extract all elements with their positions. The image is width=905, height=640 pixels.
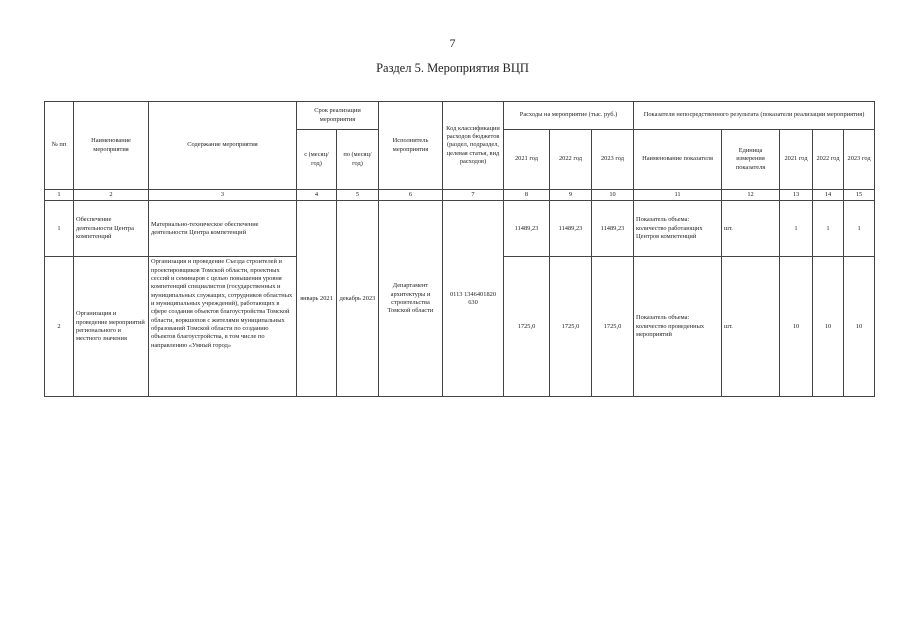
column-number: 8 xyxy=(504,190,550,201)
column-number: 1 xyxy=(45,190,74,201)
header-name: Наименование мероприятия xyxy=(74,102,149,190)
activities-table xyxy=(44,101,875,397)
header-period-to: по (месяц/ год) xyxy=(337,130,379,190)
header-ind-2023: 2023 год xyxy=(844,130,875,190)
column-number: 13 xyxy=(780,190,813,201)
section-title: Раздел 5. Мероприятия ВЦП xyxy=(376,61,529,75)
header-exp-2021: 2021 год xyxy=(504,130,550,190)
column-number: 6 xyxy=(379,190,443,201)
header-ind-2022: 2022 год xyxy=(813,130,844,190)
header-exp-2022: 2022 год xyxy=(550,130,592,190)
column-number: 4 xyxy=(297,190,337,201)
header-expenses: Расходы на мероприятие (тыс. руб.) xyxy=(504,102,634,130)
indicator-2023: 1 xyxy=(844,201,875,257)
indicator-name: Показатель объема: количество проведенных мероприятий xyxy=(634,257,722,397)
expense-2021: 1725,0 xyxy=(504,257,550,397)
indicator-name: Показатель объема: количество работающих Центров компетенций xyxy=(634,201,722,257)
row-num: 1 xyxy=(45,201,74,257)
header-content: Содержание мероприятия xyxy=(149,102,297,190)
row-name: Организация и проведение мероприятий регионального и местного значения xyxy=(74,257,149,397)
expense-2022: 11489,23 xyxy=(550,201,592,257)
row-content: Организация и проведение Съезда строителей и проектировщиков Томской области, проектных сессий и семинаров с целью повышения уровня компетенций специалистов (государственных и муниципальных служащих, сотрудников областных и муниципальных учреждений), работающих в сфере создания объектов благоустройства Томской области, воркшопов с жителями муниципальных образований Томской области по созданию объектов благоустройства, в том числе по направлению «Умный город» xyxy=(149,257,297,397)
column-number: 3 xyxy=(149,190,297,201)
header-period: Срок реализации мероприятия xyxy=(297,102,379,130)
indicator-unit: шт. xyxy=(722,257,780,397)
column-number: 12 xyxy=(722,190,780,201)
column-number: 7 xyxy=(443,190,504,201)
column-number: 10 xyxy=(592,190,634,201)
header-unit: Единица измерения показателя xyxy=(722,130,780,190)
header-indicator-name: Наименование показателя xyxy=(634,130,722,190)
page-number: 7 xyxy=(449,36,456,50)
executor: Департамент архитектуры и строительства Томской области xyxy=(379,201,443,397)
column-number: 2 xyxy=(74,190,149,201)
column-number-row xyxy=(45,190,875,201)
indicator-2022: 10 xyxy=(813,257,844,397)
indicator-2021: 1 xyxy=(780,201,813,257)
row-content: Материально-техническое обеспечение деятельности Центра компетенций xyxy=(149,201,297,257)
indicator-2022: 1 xyxy=(813,201,844,257)
column-number: 15 xyxy=(844,190,875,201)
indicator-2023: 10 xyxy=(844,257,875,397)
expense-2023: 11489,23 xyxy=(592,201,634,257)
expense-2022: 1725,0 xyxy=(550,257,592,397)
header-code: Код классификации расходов бюджетов (раздел, подраздел, целевая статья, вид расходов) xyxy=(443,102,504,190)
indicator-unit: шт. xyxy=(722,201,780,257)
header-executor: Исполнитель мероприятия xyxy=(379,102,443,190)
budget-code: 0113 1346401820 630 xyxy=(443,201,504,397)
header-row-1 xyxy=(45,102,875,130)
column-number: 14 xyxy=(813,190,844,201)
header-ind-2021: 2021 год xyxy=(780,130,813,190)
header-exp-2023: 2023 год xyxy=(592,130,634,190)
header-indicators: Показатели непосредственного результата (показатели реализации мероприятия) xyxy=(634,102,875,130)
header-period-from: с (месяц/ год) xyxy=(297,130,337,190)
column-number: 9 xyxy=(550,190,592,201)
period-to: декабрь 2023 xyxy=(337,201,379,397)
row-num: 2 xyxy=(45,257,74,397)
header-num: № пп xyxy=(45,102,74,190)
column-number: 11 xyxy=(634,190,722,201)
table-row xyxy=(45,201,875,257)
expense-2023: 1725,0 xyxy=(592,257,634,397)
expense-2021: 11489,23 xyxy=(504,201,550,257)
column-number: 5 xyxy=(337,190,379,201)
period-from: январь 2021 xyxy=(297,201,337,397)
row-name: Обеспечение деятельности Центра компетенций xyxy=(74,201,149,257)
indicator-2021: 10 xyxy=(780,257,813,397)
